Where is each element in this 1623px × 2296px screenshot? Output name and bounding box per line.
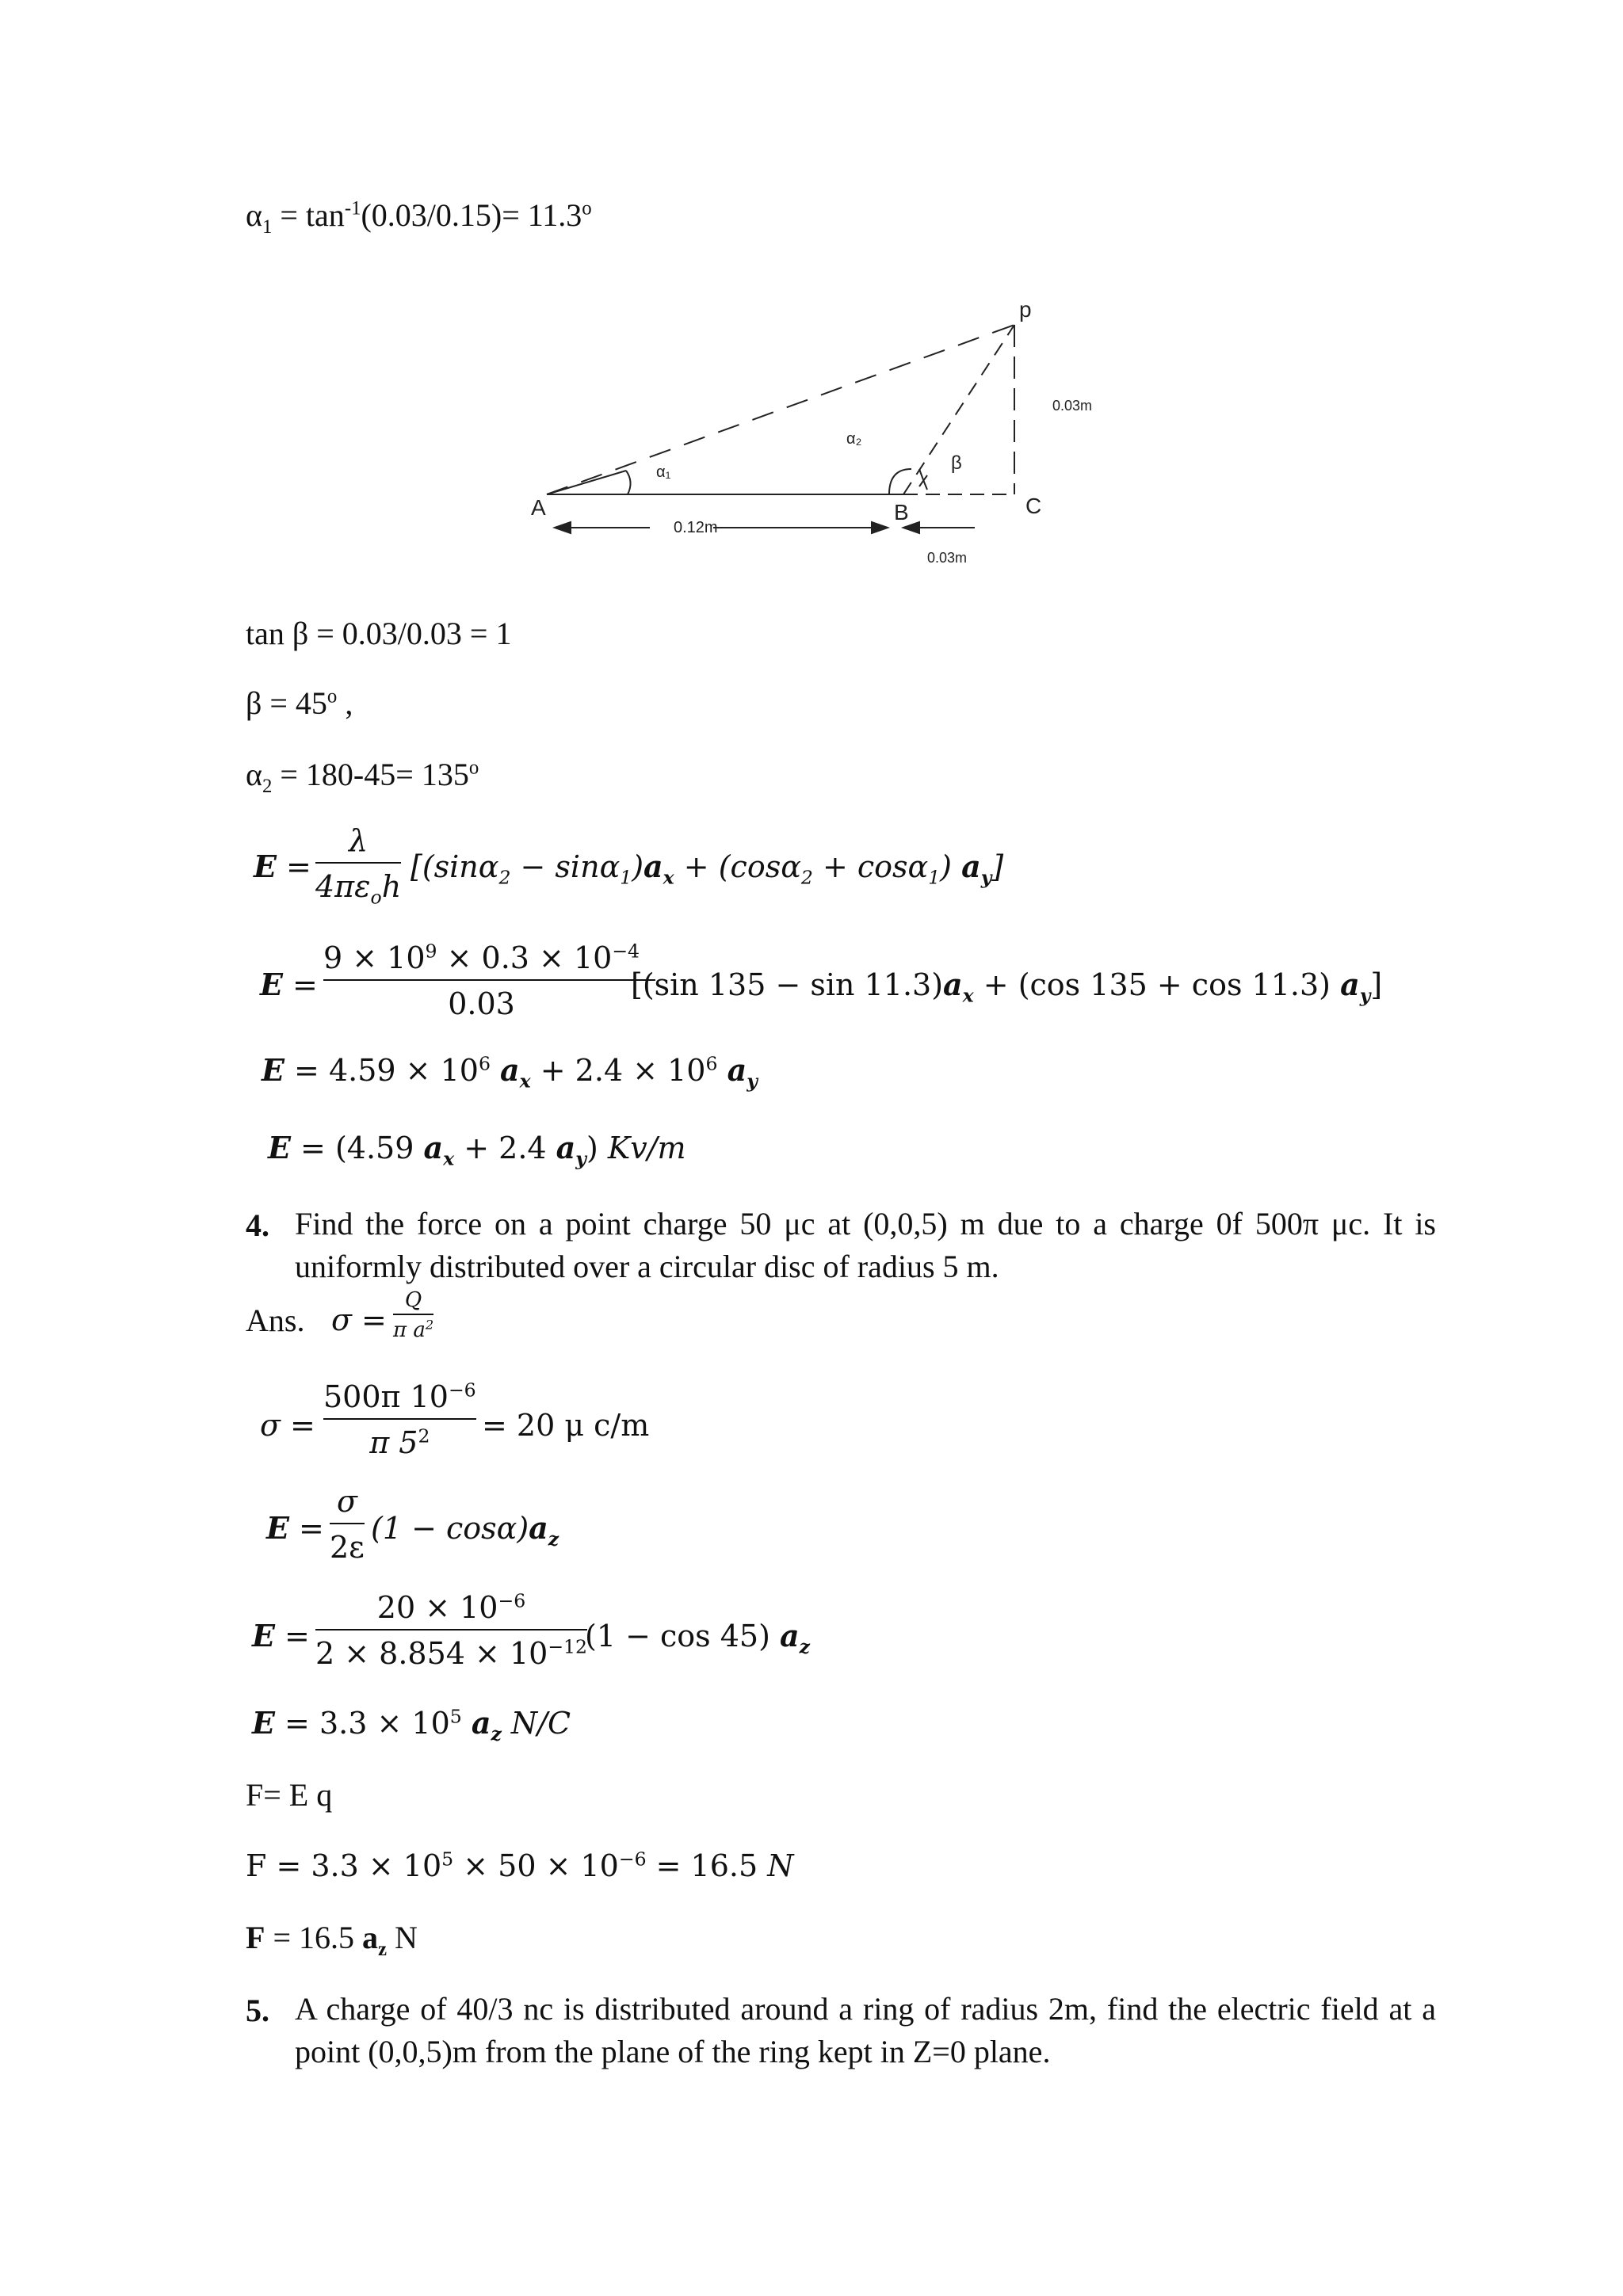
eq5-lhs: E = xyxy=(266,1510,324,1546)
dist-bc-label: 0.03m xyxy=(927,550,968,566)
beta-value-line: $\beta = 45^o$ , xyxy=(246,685,353,721)
eq6-denominator: $2 \times 8.854 \times 10^{-12}$ xyxy=(315,1635,588,1671)
alpha2-label: α₂ xyxy=(846,430,862,448)
answer-label: Ans. xyxy=(246,1302,305,1338)
eq5-fraction xyxy=(330,1484,365,1565)
ans-sigma-denominator: π $a^2$ xyxy=(393,1317,434,1342)
sigma-eq-rhs: = 20 μ c/m xyxy=(482,1408,650,1443)
eq1-body: [$(\sin\alpha_2 - \sin\alpha_1)a_x + (\cos\alpha_2 + \cos\alpha_1)$ $a_y$] xyxy=(411,849,1004,889)
force-calculation: $F = 3.3 \times 10^5 \times 50 \times 10^{-6} = 16.5$ N xyxy=(246,1848,794,1883)
point-p-label: p xyxy=(1019,297,1032,322)
sigma-eq-denominator: π $5^2$ xyxy=(369,1425,430,1460)
question-5-number: 5. xyxy=(246,1993,269,2028)
eq2-body: [(sin $135 - \sin 11.3)a_x + (\cos$ 135 + cos 11.3) $a_y$] xyxy=(631,967,1383,1007)
ans-sigma-lhs: σ = xyxy=(331,1302,387,1337)
dist-pc-label: 0.03m xyxy=(1052,398,1093,414)
ans-sigma-fraction xyxy=(393,1290,433,1341)
eq1-numerator: λ xyxy=(349,823,369,858)
geometry-diagram xyxy=(523,293,1125,578)
eq5-numerator: σ xyxy=(336,1484,357,1519)
eq1-fraction xyxy=(315,823,402,909)
eq2-lhs: E = xyxy=(260,967,318,1002)
beta-label: β xyxy=(951,452,962,474)
eq1-denominator: $4\pi\varepsilon_oh$ xyxy=(315,869,402,909)
sigma-eq-numerator: 500π $10^{-6}$ xyxy=(323,1379,476,1414)
question-4-number: 4. xyxy=(246,1207,269,1243)
question-4-text: Find the force on a point charge 50 μc at (0,0,5) m due to a charge 0f 500π μc. It is uniformly distributed over a circular disc of radius 5 m. xyxy=(295,1206,1436,1284)
eq6-numerator: $20 \times 10^{-6}$ xyxy=(376,1589,526,1625)
force-result: F = 16.5 $a_z$ N xyxy=(246,1920,418,1960)
eq5-denominator: 2ε xyxy=(330,1530,365,1565)
eq6-fraction xyxy=(315,1589,588,1671)
eq1-lhs: E = xyxy=(254,849,311,884)
eq7: $E = 3.3 \times 10^5$ $a_z$ N/C xyxy=(252,1705,571,1745)
sigma-eq-lhs: σ = xyxy=(260,1408,315,1443)
eq6-lhs: E = xyxy=(252,1618,310,1653)
force-equation: F= E q xyxy=(246,1777,333,1813)
eq2-numerator: $9 \times 10^9 \times 0.3 \times 10^{-4}$ xyxy=(323,940,640,975)
eq4: E = (4.59 $a_x + 2.4$ $a_y$) Kv/m xyxy=(268,1130,686,1170)
point-b-label: B xyxy=(894,500,909,524)
eq2-fraction xyxy=(323,940,640,1021)
eq2-denominator: 0.03 xyxy=(448,986,515,1021)
eq6-body: (1 − cos 45) $a_z$ xyxy=(585,1618,810,1658)
point-c-label: C xyxy=(1025,494,1042,518)
ans-sigma-numerator: Q xyxy=(404,1288,422,1312)
point-a-label: A xyxy=(531,495,546,520)
sigma-eq-fraction xyxy=(323,1379,476,1460)
alpha2-value-line: $\alpha_2 = 180-45= 135^o$ xyxy=(246,757,479,797)
eq5-body: $(1 - \cos\alpha)a_z$ xyxy=(371,1510,559,1550)
dist-ab-label: 0.12m xyxy=(674,519,718,536)
question-5-text: A charge of 40/3 nc is distributed around a ring of radius 2m, find the electric field at a point (0,0,5)m from the plane of the ring kept in Z=0 plane. xyxy=(295,1991,1436,2069)
eq3: $E = 4.59 \times 10^6$ $a_x + 2.4 \times 10^6$ $a_y$ xyxy=(262,1052,758,1093)
alpha1-equation: $\alpha_1 = \tan^{-1}(0.03/0.15)= 11.3^o$ xyxy=(246,197,592,238)
alpha1-label: α₁ xyxy=(656,463,671,481)
tan-beta-line: tan β = 0.03/0.03 = 1 xyxy=(246,616,512,651)
